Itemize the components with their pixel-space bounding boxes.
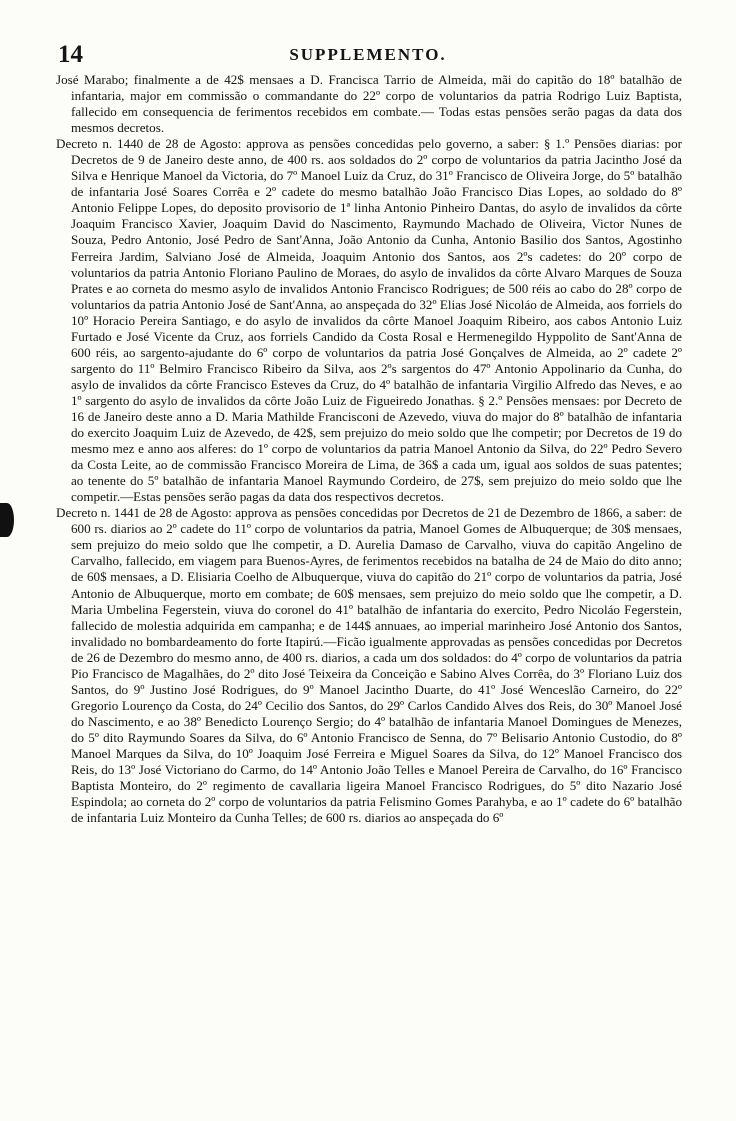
entry-continuation-paragraph: José Marabo; finalmente a de 42$ mensaes a D. Francisca Tarrio de Almeida, mãi do capitão do 18º batalhão de infantaria, major em commissão o commandante do 22º corpo de voluntarios da patria Rodrigo Luiz Baptista, fallecido em consequencia de ferimentos recebidos em combate.— Todas estas pensões serão pagas da data dos mesmos decretos. xyxy=(56,72,682,136)
running-head-title: SUPPLEMENTO. xyxy=(289,45,447,64)
decreto-1441-paragraph: Decreto n. 1441 de 28 de Agosto: approva as pensões concedidas por Decretos de 21 de Dezembro de 1866, a saber: de 600 rs. diarios ao 2º cadete do 11º corpo de voluntarios da patria, Manoel Gomes de Albuquerque; de 30$ mensaes, sem prejuizo do meio soldo que lhe competir, a D. Aurelia Damaso de Carvalho, viuva do capitão Angelino de Carvalho, fallecido, em viagem para Buenos-Ayres, de ferimentos recebidos na batalha de 24 de Maio do dito anno; de 60$ mensaes, a D. Elisiaria Coelho de Albuquerque, viuva do capitão do 21º corpo de voluntarios da patria, José Antonio de Albuquerque, morto em combate; de 60$ mensaes, sem prejuizo do meio soldo que lhe competir, a D. Maria Umbelina Fegerstein, viuva do coronel do 41º batalhão de infantaria do exercito, Pedro Nicoláo Fegerstein, fallecido de molestia adquirida em campanha; e de 144$ annuaes, ao imperial marinheiro José Antonio dos Santos, invalidado no bombardeamento do forte Itapirú.—Ficão igualmente approvadas as pensões concedidas por Decretos de 26 de Dezembro do mesmo anno, de 400 rs. diarios, a cada um dos soldados: do 4º corpo de voluntarios da patria Pio Francisco de Magalhães, do 2º dito José Teixeira da Conceição e Sabino Alves Corrêa, do 3º Floriano Luiz dos Santos, do 9º Justino José Rodrigues, do 9º Manoel Jacintho Duarte, do 41º José Wenceslão Carneiro, do 22º Gregorio Lourenço da Costa, do 24º Cecilio dos Santos, do 29º Carlos Candido Alves dos Reis, do 30º Manoel José do Nascimento, e ao 38º Benedicto Lourenço Sergio; do 4º batalhão de infantaria Manoel Domingues de Menezes, do 5º dito Raymundo Soares da Silva, do 6º Antonio Francisco de Senna, do 7º Belisario Antonio Custodio, do 8º Manoel Marques da Silva, do 10º Joaquim José Ferreira e Miguel Soares da Silva, do 12º Manoel Francisco dos Reis, do 13º José Victoriano do Carmo, do 14º Antonio João Telles e Manoel Pereira de Carvalho, do 16º Francisco Baptista Monteiro, do 2º regimento de cavallaria ligeira Manoel Francisco Rodrigues, do 5º dito Nazario José Espindola; ao corneta do 2º corpo de voluntarios da patria Felismino Gomes Parahyba, e ao 1º cadete do 6º batalhão de infantaria Luiz Monteiro da Cunha Telles; de 600 rs. diarios ao anspeçada do 6º xyxy=(56,505,682,826)
page-header xyxy=(58,40,678,70)
binding-hole-mark xyxy=(0,503,14,537)
document-body xyxy=(56,72,682,826)
page-number: 14 xyxy=(58,41,83,68)
decreto-1440-paragraph: Decreto n. 1440 de 28 de Agosto: approva as pensões concedidas pelo governo, a saber: § 1.º Pensões diarias: por Decretos de 9 de Janeiro deste anno, de 400 rs. aos soldados do 2º corpo de voluntarios da patria Jacintho José da Silva e Henrique Manoel da Victoria, do 7º Manoel Luiz da Cruz, do 31º Francisco de Oliveira Jorge, do 5º batalhão de infantaria José Soares Corrêa e 2º cadete do mesmo batalhão João Francisco Dias Lopes, ao soldado do 8º Antonio Felippe Lopes, do deposito provisorio de 1ª linha Antonio Pinheiro Dantas, do asylo de invalidos da côrte Joaquim Francisco Xavier, Joaquim David do Nascimento, Raymundo Machado de Oliveira, Victor Nunes de Souza, Pedro Antonio, José Pedro de Sant'Anna, João Antonio da Cunha, Antonio Basilio dos Santos, Agostinho Ferreira Jardim, Salviano José de Almeida, Joaquim Antonio dos Santos, aos 2ºs cadetes: do 20º corpo de voluntarios da patria Antonio Floriano Paulino de Moraes, do asylo de invalidos da côrte Alvaro Marques de Souza Prates e ao corneta do mesmo asylo de invalidos Antonio Francisco Rodrigues; de 500 réis ao cabo do 28º corpo de voluntarios da patria Antonio José de Sant'Anna, ao anspeçada do 32º Elias José Nicoláo de Almeida, aos forriels do 10º Horacio Pereira Santiago, e do asylo de invalidos da côrte Manoel Joaquim Ribeiro, aos cabos Antonio Luiz Furtado e José Vicente da Cruz, aos forriels Candido da Costa Rosal e Hermenegildo Hyppolito de Sant'Anna de 600 réis, ao sargento-ajudante do 6º corpo de voluntarios da patria José Gonçalves de Almeida, ao 2º cadete 2º sargento do 11º Belmiro Francisco Ribeiro da Silva, aos 2ºs sargentos do 47º Antonio Appolinario da Cunha, do asylo de invalidos da côrte Francisco Esteves da Cruz, do 4º batalhão de infantaria Virgilio Alfredo das Neves, e ao 1º sargento do asylo de invalidos da côrte João Luiz de Figueiredo Jonathas. § 2.º Pensões mensaes: por Decreto de 16 de Janeiro deste anno a D. Maria Mathilde Francisconi de Azevedo, viuva do major do 8º batalhão de infantaria do exercito Joaquim Luiz de Azevedo, de 42$, sem prejuizo do meio soldo que lhe competir; por Decretos de 19 do mesmo mez e anno aos alferes: do 1º corpo de voluntarios da patria Manoel Antonio da Silva, do 22º Pedro Severo da Costa Leite, ao de commissão Francisco Moreira de Lima, de 36$ a cada um, igual aos soldos de suas patentes; ao tenente do 5º batalhão de infantaria Manoel Raymundo Cordeiro, de 27$, sem prejuizo do meio soldo que lhe competir.—Estas pensões serão pagas da data dos respectivos decretos. xyxy=(56,136,682,505)
